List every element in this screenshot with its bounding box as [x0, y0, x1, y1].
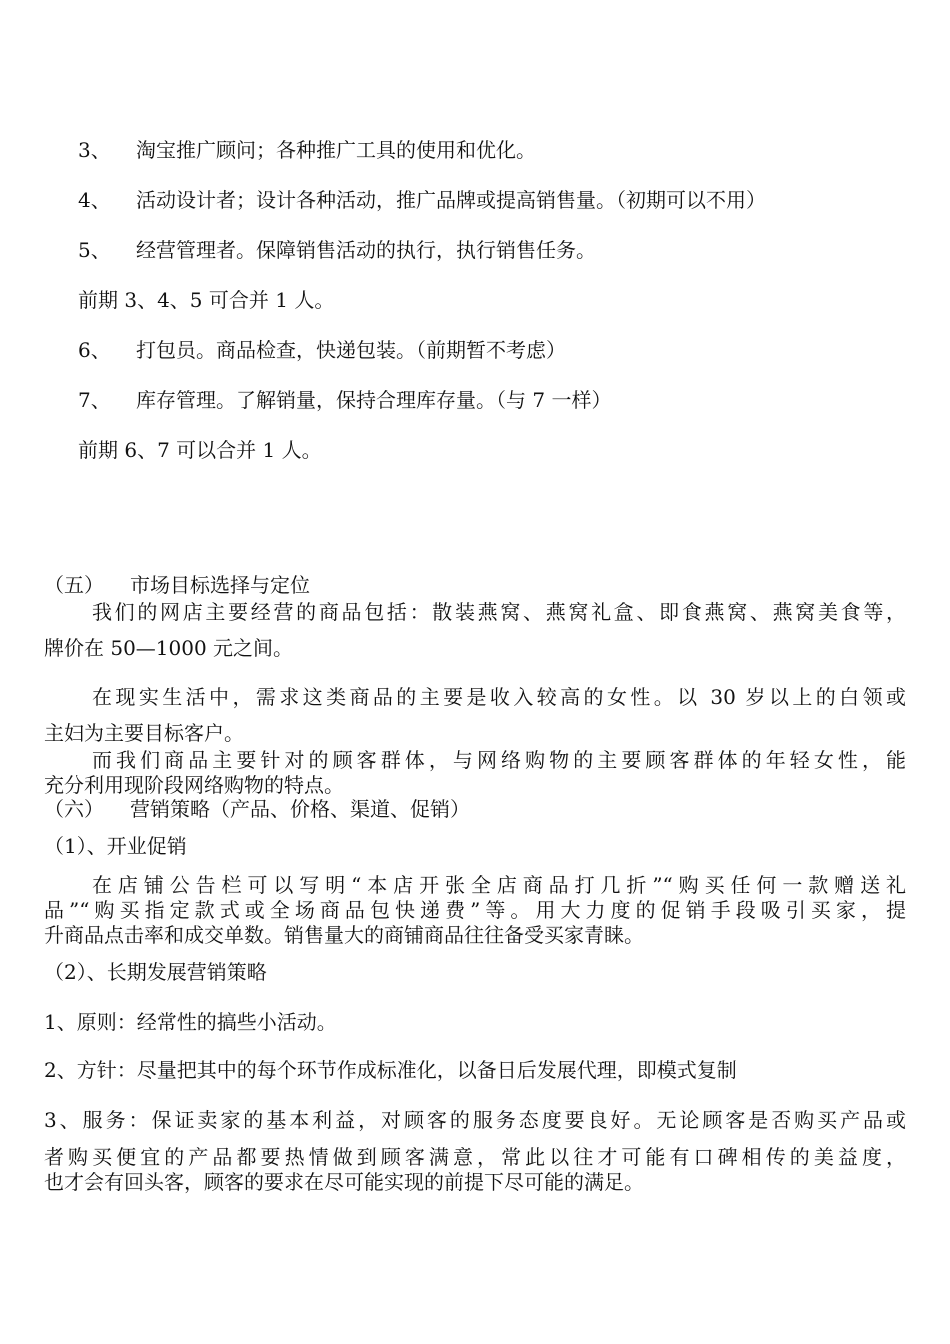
- role-item-5: [78, 238, 596, 262]
- merge-note-2: 前期 6、7 可以合并 1 人。: [78, 438, 322, 462]
- paragraph-line: 在店铺公告栏可以写明“本店开张全店商品打几折”“购买任何一款赠送礼: [92, 873, 906, 897]
- paragraph-line: 我们的网店主要经营的商品包括：散装燕窝、燕窝礼盒、即食燕窝、燕窝美食等，: [92, 600, 906, 624]
- merge-note-1: 前期 3、4、5 可合并 1 人。: [78, 288, 335, 312]
- paragraph-line: 在现实生活中，需求这类商品的主要是收入较高的女性。以 30 岁以上的白领或: [92, 685, 906, 709]
- paragraph-line: 者购买便宜的产品都要热情做到顾客满意，常此以往才可能有口碑相传的美益度，: [44, 1145, 906, 1169]
- role-num: 7、: [78, 388, 111, 412]
- paragraph-line: 牌价在 50—1000 元之间。: [44, 636, 294, 660]
- subheading-long-term: （2）、长期发展营销策略: [44, 960, 267, 984]
- role-item-3: [78, 138, 536, 162]
- paragraph-line: 3、服务：保证卖家的基本利益，对顾客的服务态度要良好。无论顾客是否购买产品或: [44, 1108, 906, 1132]
- role-num: 3、: [78, 138, 111, 162]
- section-heading-num: （六）: [44, 797, 104, 821]
- section-heading-text: 市场目标选择与定位: [130, 573, 310, 597]
- role-text: 打包员。商品检查，快递包装。（前期暂不考虑）: [136, 338, 566, 362]
- role-num: 4、: [78, 188, 111, 212]
- role-num: 5、: [78, 238, 111, 262]
- role-item-7: [78, 388, 611, 412]
- role-text: 经营管理者。保障销售活动的执行，执行销售任务。: [136, 238, 596, 262]
- paragraph-line: 也才会有回头客，顾客的要求在尽可能实现的前提下尽可能的满足。: [44, 1170, 644, 1194]
- paragraph-line: 充分利用现阶段网络购物的特点。: [44, 773, 344, 797]
- list-item: 1、原则：经常性的搞些小活动。: [44, 1010, 337, 1034]
- section-heading-num: （五）: [44, 573, 104, 597]
- paragraph-line: 品”“购买指定款式或全场商品包快递费”等。用大力度的促销手段吸引买家，提: [44, 898, 906, 922]
- subheading-opening-promo: （1）、开业促销: [44, 834, 187, 858]
- role-item-4: [78, 188, 766, 212]
- paragraph-line: 主妇为主要目标客户。: [44, 721, 244, 745]
- role-text: 淘宝推广顾问；各种推广工具的使用和优化。: [136, 138, 536, 162]
- list-item: 2、方针：尽量把其中的每个环节作成标准化，以备日后发展代理，即模式复制: [44, 1058, 737, 1082]
- section-heading-5: [44, 573, 310, 597]
- section-heading-6: [44, 797, 470, 821]
- role-text: 库存管理。了解销量，保持合理库存量。（与 7 一样）: [136, 388, 612, 412]
- role-num: 6、: [78, 338, 111, 362]
- role-item-6: [78, 338, 566, 362]
- section-heading-text: 营销策略（产品、价格、渠道、促销）: [130, 797, 470, 821]
- role-text: 活动设计者；设计各种活动，推广品牌或提高销售量。（初期可以不用）: [136, 188, 766, 212]
- paragraph-line: 升商品点击率和成交单数。销售量大的商铺商品往往备受买家青睐。: [44, 923, 644, 947]
- paragraph-line: 而我们商品主要针对的顾客群体，与网络购物的主要顾客群体的年轻女性，能: [92, 748, 906, 772]
